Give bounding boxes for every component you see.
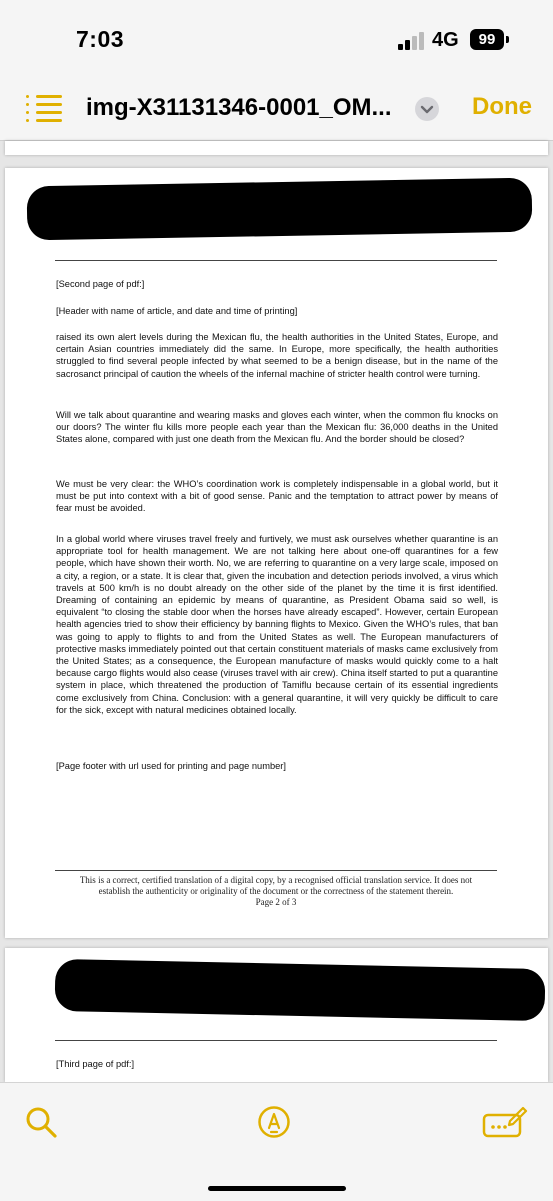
status-bar	[0, 0, 553, 70]
nav-bar	[0, 70, 553, 141]
certification-line-2: establish the authenticity or originality of the document or the correctness of the statement therein.	[98, 886, 454, 896]
redacted-header	[27, 178, 533, 241]
third-page-marker: [Third page of pdf:]	[56, 1059, 135, 1069]
status-time: 7:03	[76, 26, 125, 52]
list-icon[interactable]	[26, 94, 62, 120]
header-note: [Header with name of article, and date and time of printing]	[56, 306, 298, 316]
paragraph-4: In a global world where viruses travel freely and furtively, we must ask ourselves whether quarantine is an appropriate tool for health management. We are not talking here about one-off quarantines for a few people, which have shown their worth. No, we are referring to quarantine on a very large scale, imposed on a city, a region, or a state. It is clear that, given the incubation and detection periods involved, a virus which travels at 500 km/h is no doubt already on the other side of the planet by the time it is first identified. Dreaming of containing an epidemic by means of quarantine, as President Obama said so well, is equivalent “to closing the stable door when the horses have already escaped”. However, certain European health agencies tried to show their efficiency by banning flights to Mexico. Given the WHO’s rules, that ban was going to apply to flights to and from the United States as well. The European manufacturers of protective masks immediately pointed out that certain constituent materials of masks came exclusively from the United States; as a consequence, the European manufacture of masks would quickly come to a halt because cargo flights would also cease (viruses travel with air crew). China itself started to put a quarantine system in place, which threatened the production of Tamiflu because certain of its essential ingredients come exclusively from China. Conclusion: with a general quarantine, it will very quickly be difficult to care for the sick, except with natural medicines obtained locally.	[56, 534, 498, 715]
network-type: 4G	[432, 29, 459, 51]
page-number: Page 2 of 3	[255, 897, 297, 907]
footer-note: [Page footer with url used for printing and page number]	[56, 761, 286, 771]
pdf-page-3	[5, 948, 548, 1082]
certification-line-1: This is a correct, certified translation of a digital copy, by a recognised official translation service. It does not	[79, 875, 473, 885]
signature-icon[interactable]	[482, 1105, 528, 1139]
pdf-page-2	[5, 168, 548, 938]
header-rule-page-3	[55, 1040, 497, 1041]
paragraph-3: We must be very clear: the WHO’s coordination work is completely indispensable in a global world, but it must be put into context with a bit of good sense. Panic and the temptation to attract power by means of fear must be avoided.	[56, 479, 498, 514]
home-indicator	[208, 1186, 346, 1191]
document-title[interactable]: img-X31131346-0001_OM...	[86, 94, 392, 121]
previous-page	[5, 141, 548, 155]
redacted-header-page-3	[55, 959, 546, 1021]
search-icon[interactable]	[24, 1105, 58, 1139]
paragraph-1: raised its own alert levels during the Mexican flu, the health authorities in the United States, Europe, and certain Asian countries immediately did the same. In Europe, more specifically, the health authorities struggled to find several people infected by what seemed to be a benign disease, but in the name of the sacrosanct principal of caution the wheels of the infernal machine of stricter health control were turning.	[56, 332, 498, 379]
battery-cap	[506, 36, 509, 43]
certification-footer	[25, 875, 527, 908]
cellular-signal-icon	[398, 32, 426, 50]
bottom-toolbar	[0, 1082, 553, 1201]
chevron-down-icon[interactable]	[415, 97, 439, 121]
footer-rule	[55, 870, 497, 871]
paragraph-2: Will we talk about quarantine and wearing masks and gloves each winter, when the common flu knocks on our doors? The winter flu kills more people each year than the Mexican flu: 36,000 deaths in the United States alone, compared with just one death from the Mexican flu. And the border should be closed?	[56, 410, 498, 445]
header-rule	[55, 260, 497, 261]
markup-pen-icon[interactable]	[257, 1105, 291, 1139]
second-page-marker: [Second page of pdf:]	[56, 279, 145, 289]
done-button[interactable]: Done	[472, 93, 532, 120]
battery-level: 99	[478, 31, 496, 48]
battery-icon	[470, 29, 504, 50]
